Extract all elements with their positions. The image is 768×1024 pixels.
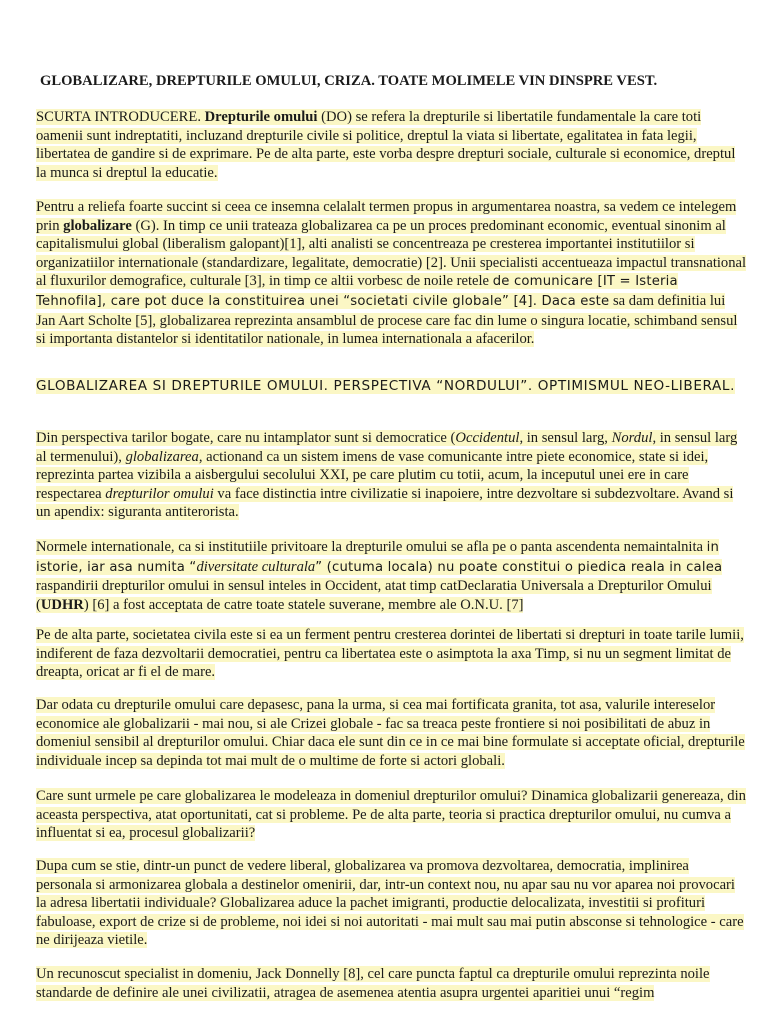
term-globalizare: globalizare xyxy=(63,217,132,234)
paragraph-societatea-civila: Pe de alta parte, societatea civila este si ea un ferment pentru cresterea dorintei de libertati si drepturi in toate tarile lumii, indiferent de faza dezvoltarii democratiei, pentru ca libertatea este o asimptota la axa Timp, si nu un segment limitat de dreapta, oricat ar fi el de mare. xyxy=(36,627,744,681)
paragraph-intro xyxy=(36,108,748,182)
sans-fragment: de comunicare [IT = Isteria Tehnofila], care pot duce la constituirea unei “societati civile globale” [4]. Daca este xyxy=(36,274,678,309)
term-drepturile-omului: Drepturile omului xyxy=(204,109,318,125)
section-heading: GLOBALIZAREA SI DREPTURILE OMULUI. PERSPECTIVA “NORDULUI”. OPTIMISMUL NEO-LIBERAL. xyxy=(36,378,736,394)
paragraph-punct-de-vedere-liberal: Dupa cum se stie, dintr-un punct de vedere liberal, globalizarea va promova dezvoltarea, democratia, implinirea personala si armonizarea globala a destinelor omenirii, dar, intr-un context nou, nu apar sau nu vor aparea noi provocari la adresa libertatii individuale? Globalizarea aduce la pachet imigranti, productie delocalizata, investitii si profituri fabuloase, export de crize si de probleme, noi idei si noi autoritati - mai mult sau mai putin absconse si tehnologice - care ne dirijeaza vietile. xyxy=(36,858,744,949)
term-udhr: UDHR xyxy=(40,596,84,613)
paragraph-jack-donnelly: Un recunoscut specialist in domeniu, Jack Donnelly [8], cel care puncta faptul ca drepturile omului reprezinta noile standarde de definire ale unei civilizatii, atragea de asemenea atentia asupra urgentei aparitiei unui “regim xyxy=(36,966,710,1001)
intro-body: (DO) se refera la drepturile si libertatile fundamentale la care toti oamenii sunt indreptatiti, incluzand drepturile civile si politice, dreptul la viata si libertate, egalitatea in fata legii, libertatea de gandire si de exprimare. Pe de alta parte, este vorba despre drepturi sociale, culturale si economice, dreptul la munca si dreptul la educatie. xyxy=(36,109,736,181)
paragraph-interese-economice: Dar odata cu drepturile omului care depasesc, pana la urma, si cea mai fortificata granita, tot asa, valurile intereselor economice ale globalizarii - mai nou, si ale Crizei globale - fac sa treaca peste frontiere si noi posibilitati de abuz in domeniul sensibil al drepturilor omului. Chiar daca ele sunt din ce in ce mai bine formulate si acceptate oficial, drepturile individuale incep sa depinda tot mai mult de o multime de forte si actori globali. xyxy=(36,697,745,769)
paragraph-globalizare-definition: Pentru a reliefa foarte succint si ceea ce insemna celalalt termen propus in argumentarea noastra, sa vedem ce intelegem prin globalizare (G). In timp ce unii trateaza globalizarea ca pe un proces predominant economic, eventual sinonim al capitalismului global (liberalism galopant)[1], alti analisti se concentreaza pe cresterea importantei institutiilor si organizatiilor internationale (standardizare, legalitate, democratie) [2]. Unii specialisti accentueaza impactul transnational al fluxurilor demografice, culturale [3], in timp ce altii vorbesc de noile retele de comunicare [IT = Isteria Tehnofila], care pot duce la constituirea unei “societati civile globale” [4]. Daca este sa dam definitia lui Jan Aart Scholte [5], globalizarea reprezinta ansamblul de procese care fac din lume o singura locatie, schimband sensul si importanta distantelor si identitatilor nationale, in lumea internationala a afacerilor. xyxy=(36,199,747,348)
document-title: GLOBALIZARE, DREPTURILE OMULUI, CRIZA. TOATE MOLIMELE VIN DINSPRE VEST. xyxy=(40,73,658,89)
paragraph-perspectiva-nord: Din perspectiva tarilor bogate, care nu intamplator sunt si democratice (Occidentul, in sensul larg, Nordul, in sensul larg al termenului), globalizarea, actionand ca un sistem imens de vase comunicante intre piete economice, state si idei, reprezinta partea vizibila a aisbergului secolului XXI, pe care plutim cu totii, acum, la inceputul unei ere in care respectarea drepturilor omului va face distinctia intre civilizatie si inapoiere, intre dezvoltare si subdezvoltare. Avand si un apendix: siguranta antiterorista. xyxy=(36,430,738,521)
paragraph-norme-internationale: Normele internationale, ca si institutiile privitoare la drepturile omului se afla pe o panta ascendenta nemaintalnita in istorie, iar asa numita “diversitate culturala” (cutuma locala) nu poate constitui o piedica reala in calea raspandirii drepturilor omului in sensul inteles in Occident, atat timp catDeclaratia Universala a Drepturilor Omului (UDHR) [6] a fost acceptata de catre toate statele suverane, membre ale O.N.U. [7] xyxy=(36,539,723,613)
paragraph-urmele-globalizarii: Care sunt urmele pe care globalizarea le modeleaza in domeniul drepturilor omului? Dinamica globalizarii genereaza, din aceasta perspectiva, atat oportunitati, cat si probleme. Pe de alta parte, teoria si practica drepturilor omului, nu cumva a influentat si ea, procesul globalizarii? xyxy=(36,788,746,842)
intro-lead: SCURTA INTRODUCERE. xyxy=(36,109,205,125)
